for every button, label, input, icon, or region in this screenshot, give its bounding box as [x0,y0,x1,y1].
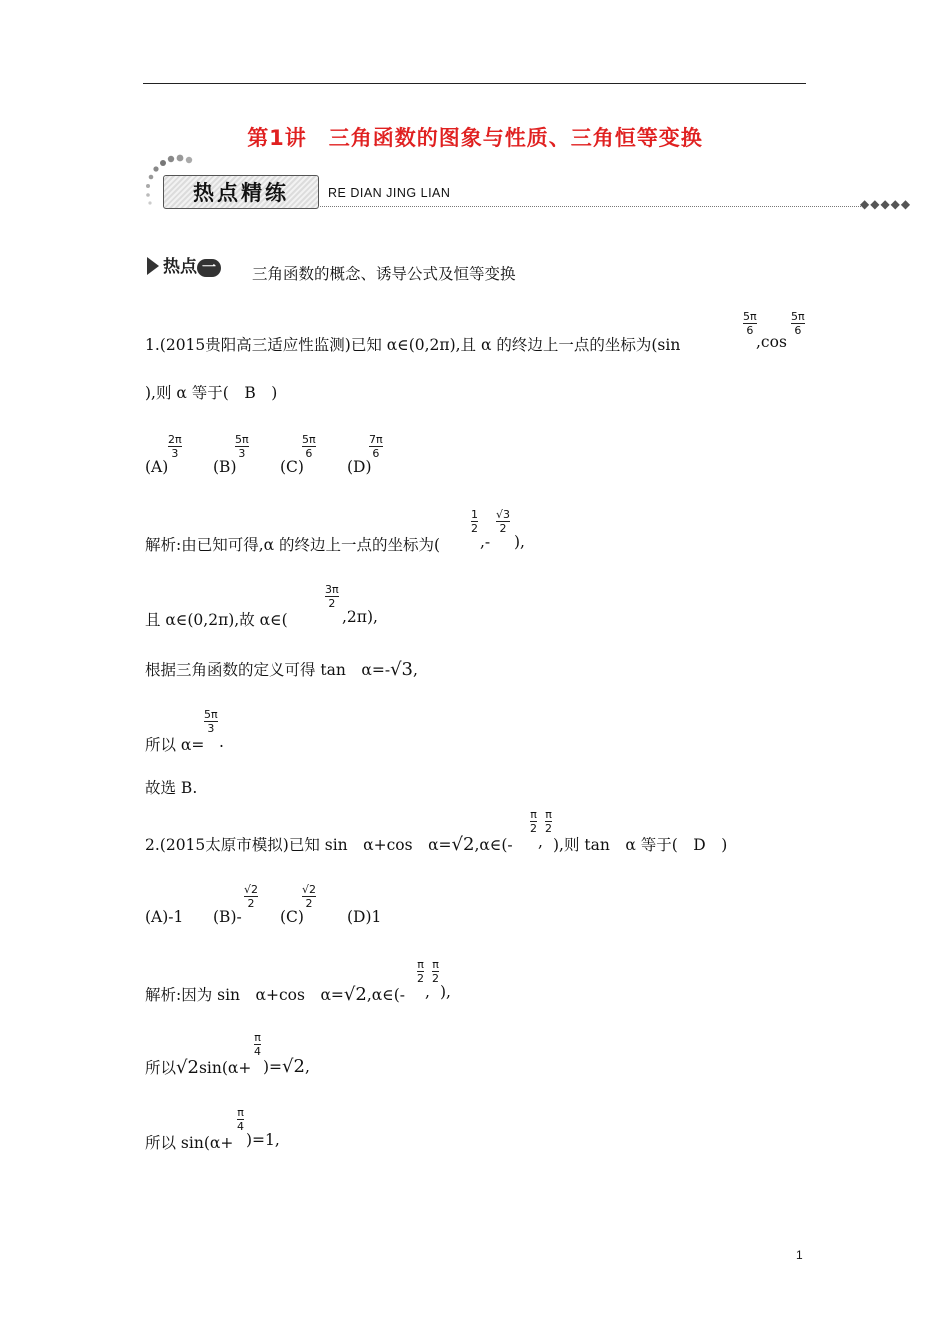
q2-stem: 2.(2015太原市模拟)已知 sin α+cos α=√2,α∈(- [145,834,513,855]
q1-option-d-frac: $\frac{7\pi}{6}$ [369,433,383,460]
q2-option-c-frac: $\frac{√2}{2}$ [302,883,317,910]
q1-option-b-frac: $\frac{5\pi}{3}$ [235,433,249,460]
q2-option-c: (C) [280,908,304,926]
q2-option-b-frac: $\frac{√2}{2}$ [244,883,259,910]
q1-solution-comma: ,- [480,533,491,551]
q2-solution-line1: 解析:因为 sin α+cos α=√2,α∈(- [145,984,405,1005]
q2-solution-line2: 所以√2sin(α+ [145,1057,252,1078]
q1-option-d: (D) [347,458,372,476]
q1-stem-end: ),则 α 等于( B ) [145,384,278,402]
q1-frac-half: $\frac{1}{2}$ [471,508,478,535]
q1-frac-sqrt3-2: $\frac{√3}{2}$ [496,508,511,535]
diamond-ornament-icon: ◆◆◆◆◆ [860,197,912,211]
section-title: 三角函数的概念、诱导公式及恒等变换 [252,265,516,283]
q2-solution-line3: 所以 sin(α+ [145,1134,234,1152]
q1-stem: 1.(2015贵阳高三适应性监测)已知 α∈(0,2π),且 α 的终边上一点的坐标为(sin [145,336,681,354]
q2-sol-frac-pi-4-a: $\frac{\pi}{4}$ [254,1031,261,1058]
q2-option-d: (D)1 [347,908,382,926]
q1-solution-line2-end: ,2π), [342,608,378,626]
banner-title: 热点精练 [193,181,289,205]
page-number: 1 [796,1248,803,1262]
q1-option-b: (B) [213,458,237,476]
q1-frac-5pi-6-b: $\frac{5\pi}{6}$ [791,310,805,337]
q2-sol-frac-pi-2-b: $\frac{\pi}{2}$ [432,958,439,985]
q1-frac-5pi-6: $\frac{5\pi}{6}$ [743,310,757,337]
q1-solution-line4-end: . [219,733,224,751]
page-title: 第1讲 三角函数的图象与性质、三角恒等变换 [247,126,703,150]
section-badge: 热点 一 [147,252,221,277]
q2-solution-line3-end: )=1, [246,1131,280,1149]
q2-solution-line2-end: )=√2, [263,1056,310,1077]
q1-option-a: (A) [145,458,169,476]
q2-stem-comma: , [538,833,543,851]
q2-option-b: (B)- [213,908,242,926]
q1-answer: 故选 B. [145,779,198,797]
q1-frac-5pi-3: $\frac{5\pi}{3}$ [204,708,218,735]
q2-stem-end: ),则 tan α 等于( D ) [553,836,728,854]
q1-option-c: (C) [280,458,304,476]
banner-subtitle: RE DIAN JING LIAN [328,186,451,200]
q1-solution-line1-end: ), [514,533,525,551]
q1-solution-line3: 根据三角函数的定义可得 tan α=-√3, [145,659,418,680]
q2-solution-line1-end: ), [440,983,451,1001]
banner-rule [318,206,861,207]
q1-solution-line2: 且 α∈(0,2π),故 α∈( [145,611,288,629]
q2-solution-comma: , [425,983,430,1001]
q1-solution-line4: 所以 α= [145,736,205,754]
header-rule [143,83,806,84]
q2-frac-pi-2-b: $\frac{\pi}{2}$ [545,808,552,835]
section-number: 一 [197,259,221,277]
q1-solution-line1: 解析:由已知可得,α 的终边上一点的坐标为( [145,536,441,554]
play-arrow-icon [147,257,159,275]
q2-frac-pi-2-a: $\frac{\pi}{2}$ [530,808,537,835]
q1-frac-3pi-2: $\frac{3\pi}{2}$ [325,583,339,610]
q2-option-a: (A)-1 [145,908,184,926]
q1-option-c-frac: $\frac{5\pi}{6}$ [302,433,316,460]
q1-stem-cos: ,cos [756,333,787,351]
q2-sol-frac-pi-2-a: $\frac{\pi}{2}$ [417,958,424,985]
q1-option-a-frac: $\frac{2\pi}{3}$ [168,433,182,460]
q2-sol-frac-pi-4-b: $\frac{\pi}{4}$ [237,1106,244,1133]
